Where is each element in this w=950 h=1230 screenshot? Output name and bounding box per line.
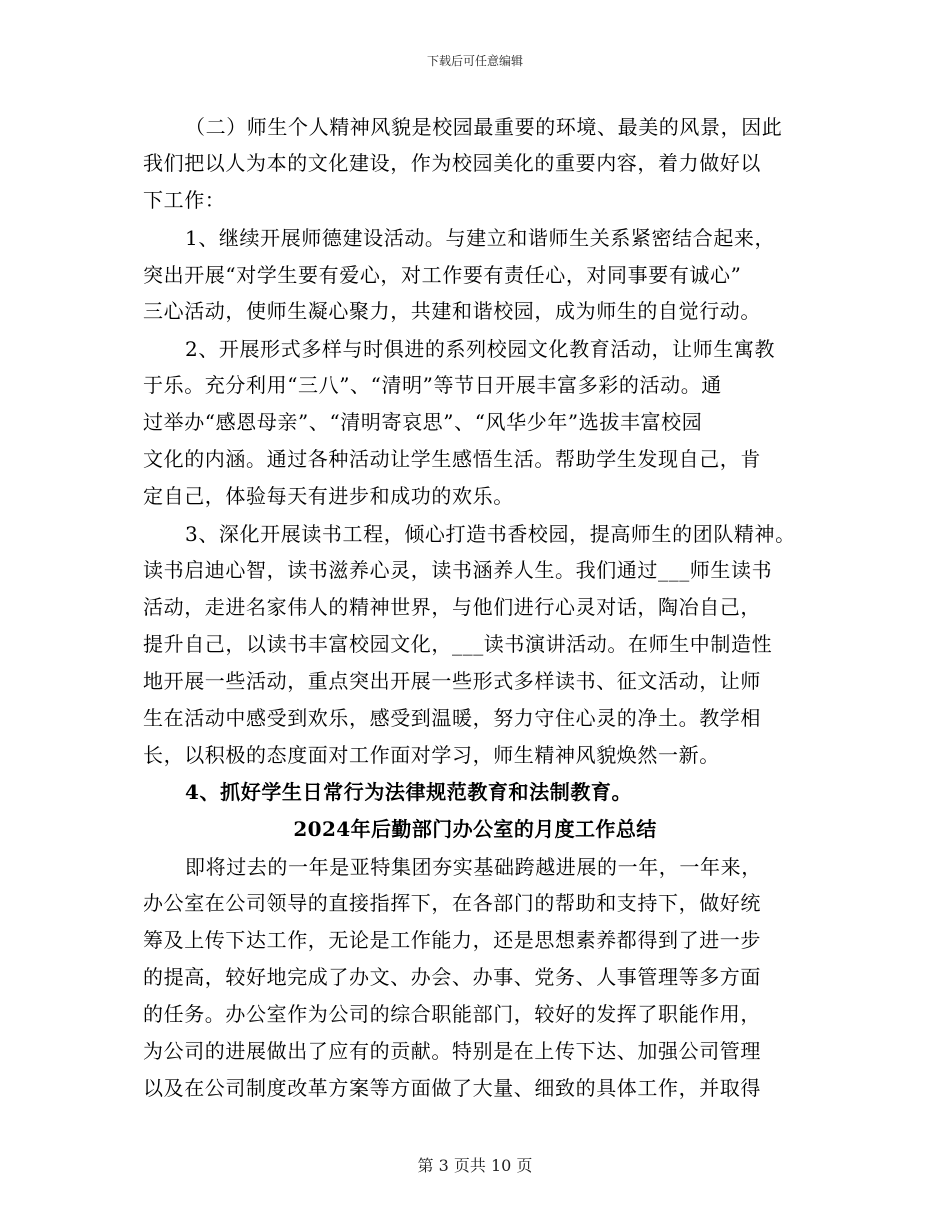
body-line: 提升自己，以读书丰富校园文化，___读书演讲活动。在师生中制造性 <box>143 632 773 656</box>
body-line: 读书启迪心智，读书滋养心灵，读书涵养人生。我们通过___师生读书 <box>143 558 773 582</box>
page-header: 下载后可任意编辑 <box>426 54 523 68</box>
body-line: 长，以积极的态度面对工作面对学习，师生精神风貌焕然一新。 <box>143 743 720 767</box>
body-line: 三心活动，使师生凝心聚力，共建和谐校园，成为师生的自觉行动。 <box>143 299 761 323</box>
body-line: 于乐。充分利用“三八”、“清明”等节日开展丰富多彩的活动。通 <box>143 373 722 397</box>
body-line: 1、继续开展师德建设活动。与建立和谐师生关系紧密结合起来， <box>185 226 776 250</box>
body-line: 为公司的进展做出了应有的贡献。特别是在上传下达、加强公司管理 <box>143 1039 761 1063</box>
body-line: （二）师生个人精神风貌是校园最重要的环境、最美的风景，因此 <box>185 115 783 139</box>
body-line: 下工作： <box>143 188 226 212</box>
document-title: 2024年后勤部门办公室的月度工作总结 <box>293 817 657 841</box>
body-line: 生在活动中感受到欢乐，感受到温暖，努力守住心灵的净土。教学相 <box>143 706 761 730</box>
body-line: 的任务。办公室作为公司的综合职能部门，较好的发挥了职能作用， <box>143 1002 761 1026</box>
body-line: 过举办“感恩母亲”、“清明寄哀思”、“风华少年”选拔丰富校园 <box>143 410 703 434</box>
body-line: 活动，走进名家伟人的精神世界，与他们进行心灵对话，陶冶自己， <box>143 595 761 619</box>
body-line: 我们把以人为本的文化建设，作为校园美化的重要内容，着力做好以 <box>143 151 761 175</box>
body-line: 突出开展“对学生要有爱心，对工作要有责任心，对同事要有诚心” <box>143 263 742 287</box>
body-line: 地开展一些活动，重点突出开展一些形式多样读书、征文活动，让师 <box>143 669 761 693</box>
body-line: 文化的内涵。通过各种活动让学生感悟生活。帮助学生发现自己，肯 <box>143 447 761 471</box>
body-line: 3、深化开展读书工程，倾心打造书香校园，提高师生的团队精神。 <box>185 522 796 546</box>
body-line: 以及在公司制度改革方案等方面做了大量、细致的具体工作，并取得 <box>143 1076 761 1100</box>
body-line: 办公室在公司领导的直接指挥下，在各部门的帮助和支持下，做好统 <box>143 891 761 915</box>
page-number: 第 3 页共 10 页 <box>417 1156 533 1175</box>
body-line: 2、开展形式多样与时俱进的系列校园文化教育活动，让师生寓教 <box>185 337 776 361</box>
section-heading: 4、抓好学生日常行为法律规范教育和法制教育。 <box>185 780 633 804</box>
body-line: 定自己，体验每天有进步和成功的欢乐。 <box>143 484 514 508</box>
body-line: 筹及上传下达工作，无论是工作能力，还是思想素养都得到了进一步 <box>143 928 761 952</box>
body-line: 即将过去的一年是亚特集团夯实基础跨越进展的一年，一年来， <box>185 855 762 879</box>
body-line: 的提高，较好地完成了办文、办会、办事、党务、人事管理等多方面 <box>143 965 761 989</box>
